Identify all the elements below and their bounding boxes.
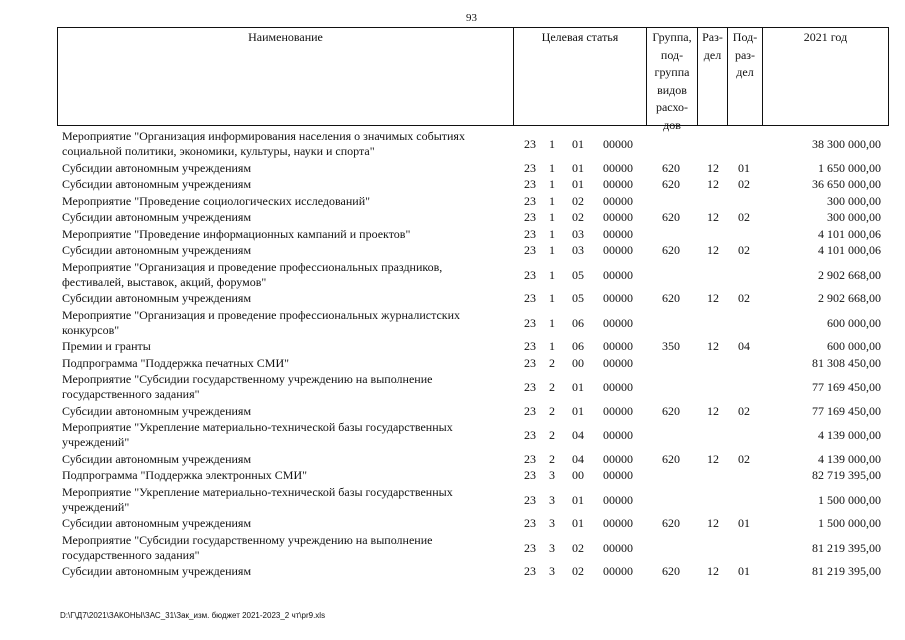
header-group-cell [646, 27, 698, 132]
subsection-code: 01 [738, 564, 750, 578]
section-code: 12 [707, 339, 719, 353]
target-code-event: 02 [572, 564, 584, 578]
target-code-event: 01 [572, 403, 584, 418]
target-code-program: 23 [524, 137, 536, 151]
header-group [647, 28, 697, 134]
target-code-subprogram: 1 [549, 210, 555, 224]
header-target-cell [513, 27, 647, 126]
target-code-event: 01 [572, 137, 584, 151]
target-code-event: 06 [572, 339, 584, 353]
row-name: Мероприятие "Организация информирования населения о значимых событиях социальной политики, экономики, культуры, науки и спорта" [62, 129, 465, 158]
expense-group: 620 [662, 160, 680, 175]
row-name: Мероприятие "Организация и проведение профессиональных журналистских конкурсов" [62, 307, 461, 337]
target-code-event: 01 [572, 380, 584, 394]
subsection-code: 02 [738, 177, 750, 191]
expense-group: 620 [662, 210, 680, 224]
target-code-program: 23 [524, 564, 536, 578]
row-name: Мероприятие "Укрепление материально-технической базы государственных учреждений" [62, 420, 453, 449]
table-row [0, 533, 905, 565]
target-code-subprogram: 3 [549, 516, 555, 530]
file-path-footer: D:\Г\Д7\2021\ЗАКОНЫ\ЗАС_31\Зак_изм. бюджет 2021-2023_2 чт\pr9.xls [60, 611, 326, 620]
amount-2021: 300 000,00 [827, 210, 881, 224]
header-group-line: дов [663, 117, 681, 132]
expense-group: 620 [662, 243, 680, 257]
target-code-event: 04 [572, 428, 584, 442]
header-name: Наименование [248, 30, 323, 44]
target-code-direction: 00000 [603, 291, 633, 305]
table-row [0, 227, 905, 244]
target-code-event: 01 [572, 492, 584, 507]
target-code-subprogram: 2 [549, 355, 555, 370]
target-code-event: 02 [572, 540, 584, 555]
target-code-event: 05 [572, 291, 584, 305]
target-code-subprogram: 1 [549, 243, 555, 257]
table-row [0, 404, 905, 421]
target-code-program: 23 [524, 428, 536, 442]
target-code-event: 06 [572, 315, 584, 330]
amount-2021: 4 139 000,00 [818, 428, 881, 442]
amount-2021: 81 308 450,00 [812, 355, 881, 370]
target-code-direction: 00000 [603, 564, 633, 578]
table-row [0, 161, 905, 178]
table-row [0, 194, 905, 211]
target-code-direction: 00000 [603, 160, 633, 175]
subsection-code: 02 [738, 210, 750, 224]
amount-2021: 4 139 000,00 [818, 451, 881, 466]
header-section-line: дел [703, 47, 722, 62]
amount-2021: 4 101 000,06 [818, 226, 881, 241]
amount-2021: 82 719 395,00 [812, 468, 881, 482]
table-row [0, 485, 905, 517]
target-code-direction: 00000 [603, 492, 633, 507]
section-code: 12 [707, 177, 719, 191]
target-code-direction: 00000 [603, 210, 633, 224]
table-row [0, 516, 905, 533]
expense-group: 620 [662, 451, 680, 466]
expense-group: 620 [662, 291, 680, 305]
section-code: 12 [707, 160, 719, 175]
header-subsection-line: дел [736, 65, 754, 79]
target-code-subprogram: 1 [549, 177, 555, 191]
row-name: Премии и гранты [62, 339, 151, 353]
row-name: Субсидии автономным учреждениям [62, 451, 252, 466]
amount-2021: 36 650 000,00 [812, 177, 881, 191]
row-name: Мероприятие "Укрепление материально-технической базы государственных учреждений" [62, 484, 453, 514]
row-name: Субсидии автономным учреждениям [62, 177, 252, 191]
target-code-subprogram: 1 [549, 339, 555, 353]
row-name: Субсидии автономным учреждениям [62, 291, 252, 305]
target-code-program: 23 [524, 160, 536, 175]
header-section [698, 28, 727, 64]
row-name: Мероприятие "Проведение социологических исследований" [62, 193, 371, 208]
header-section-cell [697, 27, 728, 126]
subsection-code: 02 [738, 243, 750, 257]
header-subsection-line: раз- [734, 47, 756, 62]
expense-group: 350 [662, 339, 680, 353]
target-code-direction: 00000 [603, 468, 633, 482]
target-code-direction: 00000 [603, 516, 633, 530]
target-code-direction: 00000 [603, 355, 633, 370]
target-code-subprogram: 2 [549, 403, 555, 418]
expense-group: 620 [662, 403, 680, 418]
target-code-subprogram: 3 [549, 468, 555, 482]
table-row [0, 356, 905, 373]
amount-2021: 77 169 450,00 [812, 380, 881, 394]
table-row [0, 468, 905, 485]
target-code-subprogram: 1 [549, 193, 555, 208]
target-code-event: 01 [572, 516, 584, 530]
table-row [0, 177, 905, 194]
target-code-subprogram: 1 [549, 160, 555, 175]
row-name: Мероприятие "Субсидии государственному учреждению на выполнение государственного задания" [62, 372, 433, 401]
section-code: 12 [707, 291, 719, 305]
target-code-subprogram: 3 [549, 492, 555, 507]
target-code-program: 23 [524, 193, 536, 208]
target-code-direction: 00000 [603, 403, 633, 418]
amount-2021: 1 500 000,00 [818, 492, 881, 507]
target-code-event: 03 [572, 243, 584, 257]
target-code-program: 23 [524, 403, 536, 418]
header-subsection-line: Под- [732, 30, 758, 44]
header-year-cell [762, 27, 889, 126]
target-code-event: 04 [572, 451, 584, 466]
target-code-event: 03 [572, 226, 584, 241]
table-row [0, 308, 905, 340]
table-row [0, 452, 905, 469]
table-row [0, 210, 905, 227]
subsection-code: 02 [738, 451, 750, 466]
target-code-direction: 00000 [603, 315, 633, 330]
subsection-code: 02 [738, 291, 750, 305]
target-code-event: 01 [572, 160, 584, 175]
target-code-event: 00 [572, 468, 584, 482]
row-name: Субсидии автономным учреждениям [62, 403, 252, 418]
subsection-code: 01 [738, 516, 750, 530]
target-code-subprogram: 3 [549, 564, 555, 578]
target-code-program: 23 [524, 516, 536, 530]
target-code-subprogram: 1 [549, 226, 555, 241]
target-code-direction: 00000 [603, 380, 633, 394]
table-row [0, 372, 905, 404]
target-code-direction: 00000 [603, 267, 633, 282]
target-code-program: 23 [524, 177, 536, 191]
header-name-cell [57, 27, 514, 126]
target-code-subprogram: 2 [549, 451, 555, 466]
section-code: 12 [707, 451, 719, 466]
target-code-direction: 00000 [603, 451, 633, 466]
row-name: Мероприятие "Организация и проведение профессиональных праздников, фестивалей, выставок, акций, форумов" [62, 259, 443, 289]
header-year: 2021 год [803, 30, 848, 44]
amount-2021: 600 000,00 [827, 339, 881, 353]
target-code-program: 23 [524, 291, 536, 305]
target-code-program: 23 [524, 355, 536, 370]
target-code-program: 23 [524, 468, 536, 482]
amount-2021: 81 219 395,00 [812, 540, 881, 555]
row-name: Субсидии автономным учреждениям [62, 243, 252, 257]
table-row [0, 129, 905, 161]
target-code-direction: 00000 [603, 540, 633, 555]
header-target: Целевая статья [541, 30, 619, 44]
header-group-line: расхо- [655, 100, 689, 114]
target-code-program: 23 [524, 451, 536, 466]
amount-2021: 38 300 000,00 [812, 137, 881, 151]
amount-2021: 1 650 000,00 [818, 160, 881, 175]
target-code-subprogram: 2 [549, 428, 555, 442]
target-code-subprogram: 1 [549, 137, 555, 151]
row-name: Субсидии автономным учреждениям [62, 564, 252, 578]
amount-2021: 2 902 668,00 [818, 267, 881, 282]
target-code-direction: 00000 [603, 339, 633, 353]
target-code-direction: 00000 [603, 226, 633, 241]
target-code-direction: 00000 [603, 137, 633, 151]
target-code-direction: 00000 [603, 177, 633, 191]
target-code-subprogram: 1 [549, 267, 555, 282]
header-group-line: под- [660, 47, 684, 62]
target-code-program: 23 [524, 540, 536, 555]
header-subsection-cell [727, 27, 763, 126]
row-name: Субсидии автономным учреждениям [62, 210, 252, 224]
table-row [0, 564, 905, 581]
target-code-direction: 00000 [603, 428, 633, 442]
section-code: 12 [707, 516, 719, 530]
row-name: Подпрограмма "Поддержка печатных СМИ" [62, 355, 290, 370]
table-row [0, 339, 905, 356]
target-code-direction: 00000 [603, 193, 633, 208]
header-group-line: группа [654, 65, 690, 79]
amount-2021: 2 902 668,00 [818, 291, 881, 305]
amount-2021: 300 000,00 [827, 193, 881, 208]
target-code-program: 23 [524, 267, 536, 282]
header-group-line: видов [657, 82, 687, 97]
header-section-line: Раз- [702, 30, 723, 44]
header-group-line: Группа, [652, 30, 692, 44]
amount-2021: 81 219 395,00 [812, 564, 881, 578]
expense-group: 620 [662, 516, 680, 530]
target-code-program: 23 [524, 315, 536, 330]
amount-2021: 1 500 000,00 [818, 516, 881, 530]
row-name: Мероприятие "Проведение информационных кампаний и проектов" [62, 226, 411, 241]
target-code-program: 23 [524, 243, 536, 257]
subsection-code: 01 [738, 160, 750, 175]
target-code-event: 02 [572, 193, 584, 208]
section-code: 12 [707, 403, 719, 418]
table-row [0, 420, 905, 452]
target-code-subprogram: 2 [549, 380, 555, 394]
expense-group: 620 [662, 177, 680, 191]
target-code-subprogram: 3 [549, 540, 555, 555]
amount-2021: 600 000,00 [827, 315, 881, 330]
target-code-event: 01 [572, 177, 584, 191]
target-code-program: 23 [524, 492, 536, 507]
target-code-event: 05 [572, 267, 584, 282]
amount-2021: 4 101 000,06 [818, 243, 881, 257]
row-name: Субсидии автономным учреждениям [62, 160, 252, 175]
row-name: Подпрограмма "Поддержка электронных СМИ" [62, 468, 308, 482]
subsection-code: 02 [738, 403, 750, 418]
target-code-program: 23 [524, 210, 536, 224]
target-code-program: 23 [524, 339, 536, 353]
target-code-program: 23 [524, 380, 536, 394]
header-subsection [728, 28, 762, 82]
table-row [0, 243, 905, 260]
table-row [0, 260, 905, 292]
table-row [0, 291, 905, 308]
subsection-code: 04 [738, 339, 750, 353]
target-code-subprogram: 1 [549, 315, 555, 330]
target-code-event: 00 [572, 355, 584, 370]
section-code: 12 [707, 564, 719, 578]
target-code-direction: 00000 [603, 243, 633, 257]
target-code-event: 02 [572, 210, 584, 224]
section-code: 12 [707, 243, 719, 257]
expense-group: 620 [662, 564, 680, 578]
target-code-subprogram: 1 [549, 291, 555, 305]
amount-2021: 77 169 450,00 [812, 403, 881, 418]
section-code: 12 [707, 210, 719, 224]
row-name: Субсидии автономным учреждениям [62, 516, 252, 530]
page-number: 93 [466, 12, 477, 24]
target-code-program: 23 [524, 226, 536, 241]
row-name: Мероприятие "Субсидии государственному учреждению на выполнение государственного задания" [62, 532, 433, 562]
